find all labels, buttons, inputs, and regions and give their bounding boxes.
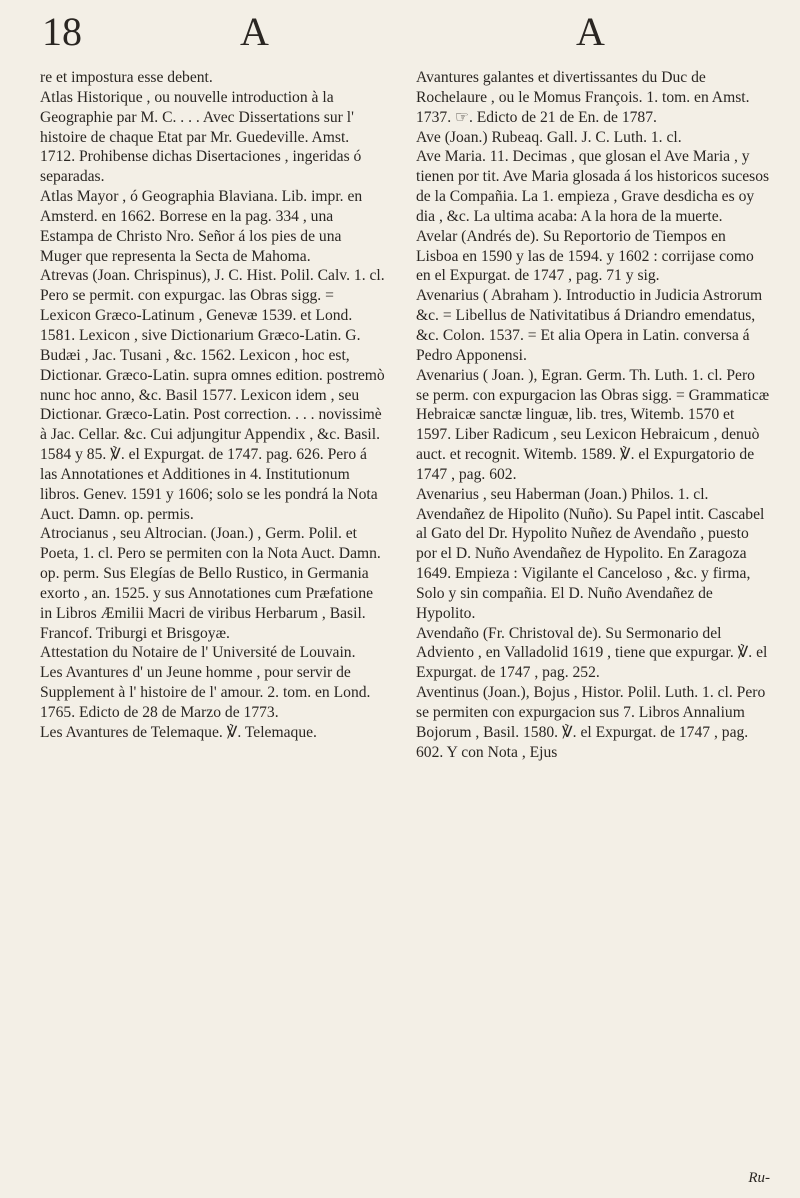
right-entry-1: Ave (Joan.) Rubeaq. Gall. J. C. Luth. 1. cl. <box>416 128 682 146</box>
left-entry-6: Les Avantures d' un Jeune homme , pour servir de Supplement à l' histoire de l' amour. 2. tom. en Lond. 1765. Edicto de 28 de Marzo de 1773. <box>40 664 371 721</box>
left-section-letter: A <box>240 9 271 54</box>
left-column <box>40 68 386 743</box>
left-entry-0: re et impostura esse debent. <box>40 69 213 86</box>
left-entry-1: Atlas Historique , ou nouvelle introduction à la Geographie par M. C. . . . Avec Dissertations sur l' histoire de chaque Etat par Mr. Guedeville. Amst. 1712. Prohibense dichas Disertaciones , ingeridas ó separadas. <box>40 88 362 186</box>
left-entry-4: Atrocianus , seu Altrocian. (Joan.) , Germ. Polil. et Poeta, 1. cl. Pero se permiten con la Nota Auct. Damn. op. perm. Sus Elegías de Bello Rustico, in Germania exorto , an. 1525. y sus Annotationes cum Præfatione in Libros Æmilii Macri de viribus Herbarum , Basil. Francof. Triburgi et Brisgoyæ. <box>40 525 381 642</box>
right-entry-2: Ave Maria. 11. Decimas , que glosan el Ave Maria , y tienen por tit. Ave Maria glosada á los historicos sucesos de la Compañia. La 1. empieza , Grave desdicha es oy dia , &c. La ultima acaba: A la hora de la muerte. <box>416 148 770 225</box>
left-entry-2: Atlas Mayor , ó Geographia Blaviana. Lib. impr. en Amsterd. en 1662. Borrese en la pag. 334 , una Estampa de Christo Nro. Señor á los pies de una Muger que representa la Secta de Mahoma. <box>40 188 363 265</box>
right-entry-5: Avenarius ( Joan. ), Egran. Germ. Th. Luth. 1. cl. Pero se perm. con expurgacion las Obras sigg. = Grammaticæ Hebraicæ sanctæ linguæ, lib. tres, Witemb. 1570 et 1597. Liber Radicum , seu Lexicon Hebraicum , denuò auct. et recognit. Witemb. 1589. ℣. el Expurgatorio de 1747 , pag. 602. <box>416 366 770 483</box>
right-entry-7: Avendañez de Hipolito (Nuño). Su Papel intit. Cascabel al Gato del Dr. Hypolito Nuñez de Avendaño , puesto por el D. Nuño Avendañez de Hypolito. En Zaragoza 1649. Empieza : Vigilante el Canceloso , &c. y firma, Solo y sin compañia. El D. Nuño Avendañez de Hypolito. <box>416 505 765 622</box>
right-entry-3: Avelar (Andrés de). Su Reportorio de Tiempos en Lisboa en 1590 y las de 1594. y 1602 : corrijase como en el Expurgat. de 1747 , pag. 71 y sig. <box>416 227 754 285</box>
left-entry-5: Attestation du Notaire de l' Université de Louvain. <box>40 644 356 662</box>
right-entry-4: Avenarius ( Abraham ). Introductio in Judicia Astrorum &c. = Libellus de Nativitatibus á Driandro emendatus, &c. Colon. 1537. = Et alia Opera in Latin. conversa á Pedro Apponensi. <box>416 287 763 364</box>
right-entry-9: Aventinus (Joan.), Bojus , Histor. Polil. Luth. 1. cl. Pero se permiten con expurgacion sus 7. Libros Annalium Bojorum , Basil. 1580. ℣. el Expurgat. de 1747 , pag. 602. Y con Nota , Ejus <box>416 684 766 761</box>
right-column <box>416 68 770 763</box>
running-header <box>0 6 800 66</box>
left-entry-7: Les Avantures de Telemaque. ℣. Telemaque. <box>40 723 317 741</box>
right-section-letter: A <box>576 9 607 54</box>
page-number: 18 <box>42 9 82 54</box>
right-entry-8: Avendaño (Fr. Christoval de). Su Sermonario del Adviento , en Valladolid 1619 , tiene que expurgar. ℣. el Expurgat. de 1747 , pag. 252. <box>416 624 768 682</box>
left-entry-3: Atrevas (Joan. Chrispinus), J. C. Hist. Polil. Calv. 1. cl. Pero se permit. con expurgac. las Obras sigg. = Lexicon Græco-Latinum , Genevæ 1539. et Lond. 1581. Lexicon , sive Dictionarium Græco-Latin. G. Budæi , Jac. Tusani , &c. 1562. Lexicon , hoc est, Dictionar. Græco-Latin. supra omnes edition. postremò nunc hoc anno, &c. Basil 1577. Lexicon idem , seu Dictionar. Græco-Latin. Post correction. . . . novissimè à Jac. Cellar. &c. Cui adjungitur Appendix , &c. Basil. 1584 y 85. ℣. el Expurgat. de 1747. pag. 626. Pero á las Annotationes et Additiones in 4. Institutionum libros. Genev. 1591 y 1606; solo se les pondrá la Nota Auct. Damn. op. permis. <box>40 267 385 523</box>
right-entry-6: Avenarius , seu Haberman (Joan.) Philos. 1. cl. <box>416 485 709 503</box>
catchword: Ru- <box>748 1170 770 1186</box>
right-entry-0: Avantures galantes et divertissantes du Duc de Rochelaure , ou le Momus François. 1. tom. en Amst. 1737. ☞. Edicto de 21 de En. de 1787. <box>416 69 750 126</box>
